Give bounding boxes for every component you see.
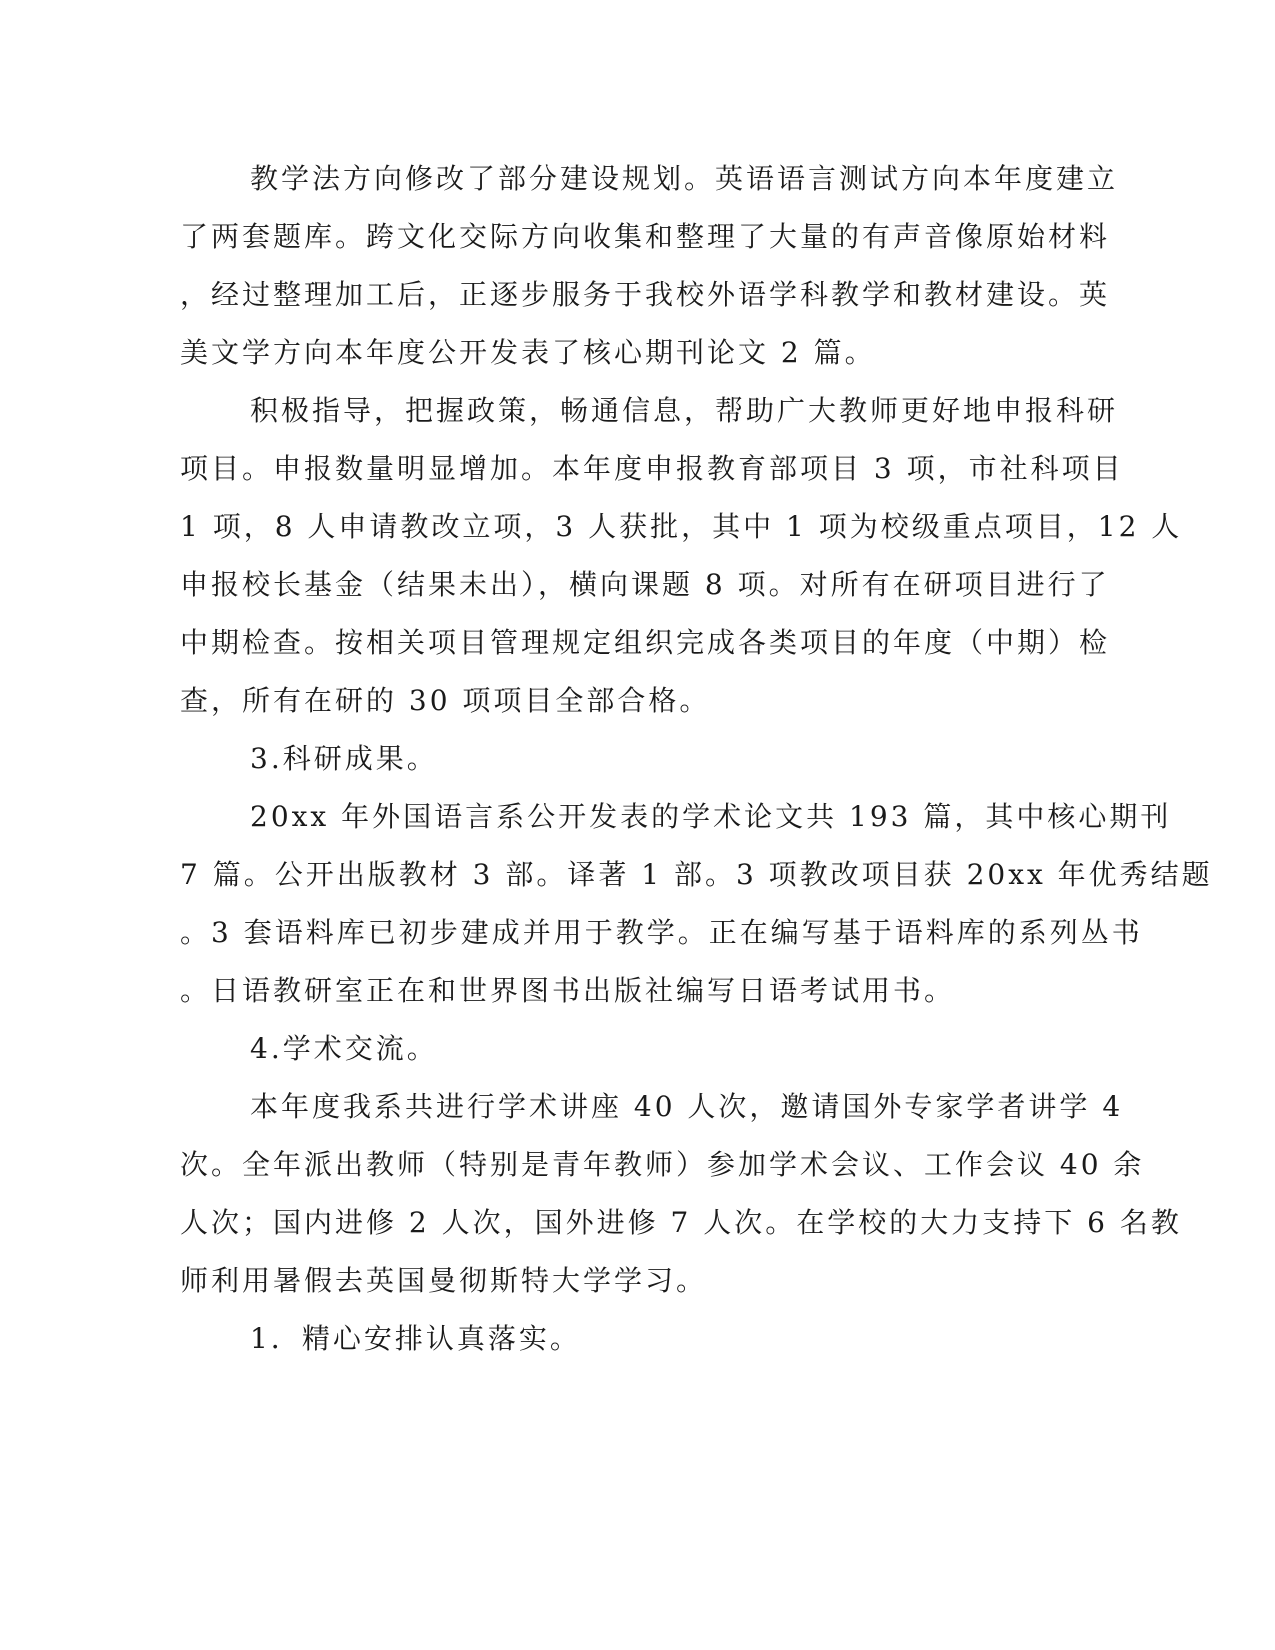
section-heading: 4.学术交流。 (250, 1032, 438, 1065)
text-line: ，经过整理加工后，正逐步服务于我校外语学科教学和教材建设。英 (180, 278, 1111, 311)
text-line: 7 篇。公开出版教材 3 部。译著 1 部。3 项教改项目获 20xx 年优秀结题 (180, 858, 1213, 891)
text-line: 教学法方向修改了部分建设规划。英语语言测试方向本年度建立 (250, 162, 1119, 195)
section-heading: 3.科研成果。 (250, 742, 438, 775)
text-line: 。3 套语料库已初步建成并用于教学。正在编写基于语料库的系列丛书 (180, 916, 1143, 949)
text-line: 师利用暑假去英国曼彻斯特大学学习。 (180, 1264, 708, 1297)
text-line: 查，所有在研的 30 项项目全部合格。 (180, 684, 711, 717)
text-line: 中期检查。按相关项目管理规定组织完成各类项目的年度（中期）检 (180, 626, 1111, 659)
text-line: 项目。申报数量明显增加。本年度申报教育部项目 3 项，市社科项目 (180, 452, 1124, 485)
text-line: 本年度我系共进行学术讲座 40 人次，邀请国外专家学者讲学 4 (250, 1090, 1124, 1123)
text-line: 申报校长基金（结果未出），横向课题 8 项。对所有在研项目进行了 (180, 568, 1110, 601)
text-line: 人次；国内进修 2 人次，国外进修 7 人次。在学校的大力支持下 6 名教 (180, 1206, 1182, 1239)
document-body (180, 150, 1213, 1368)
text-line: 美文学方向本年度公开发表了核心期刊论文 2 篇。 (180, 336, 876, 369)
text-line: 了两套题库。跨文化交际方向收集和整理了大量的有声音像原始材料 (180, 220, 1111, 253)
text-line: 1 项，8 人申请教改立项，3 人获批，其中 1 项为校级重点项目，12 人 (180, 510, 1183, 543)
text-line: 积极指导，把握政策，畅通信息，帮助广大教师更好地申报科研 (250, 394, 1119, 427)
text-line: 20xx 年外国语言系公开发表的学术论文共 193 篇，其中核心期刊 (250, 800, 1172, 833)
text-line: 。日语教研室正在和世界图书出版社编写日语考试用书。 (180, 974, 956, 1007)
text-line: 次。全年派出教师（特别是青年教师）参加学术会议、工作会议 40 余 (180, 1148, 1145, 1181)
section-heading: 1．精心安排认真落实。 (250, 1322, 581, 1355)
